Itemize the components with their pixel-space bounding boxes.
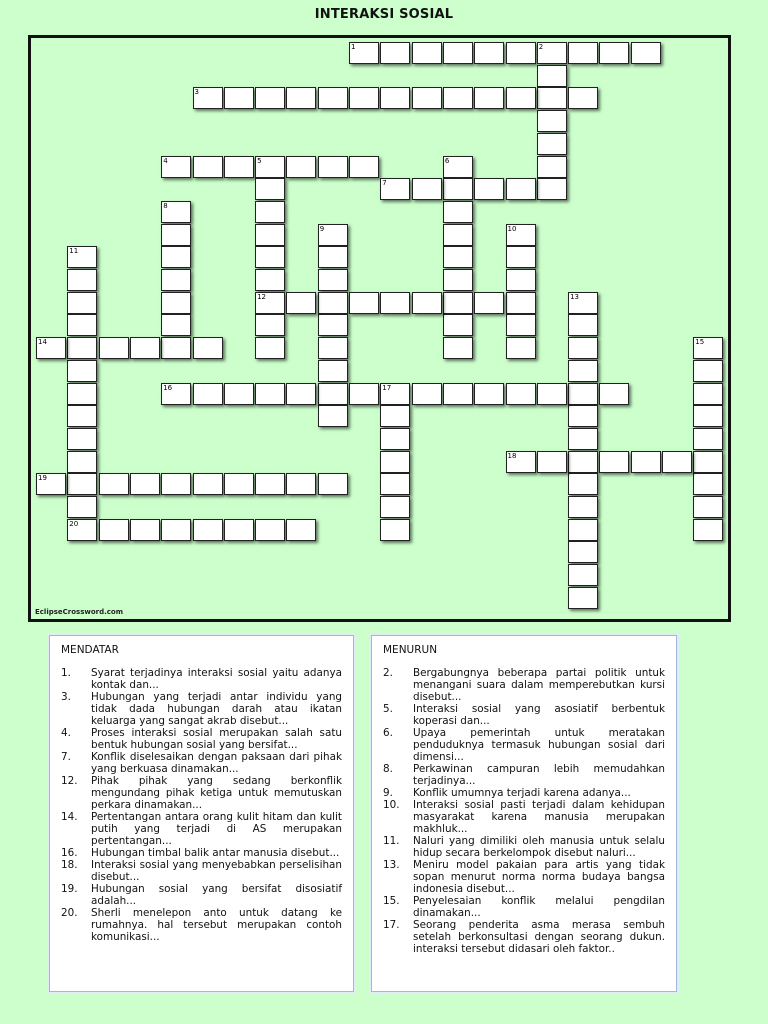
crossword-cell[interactable]	[443, 156, 473, 178]
crossword-cell[interactable]	[286, 519, 316, 541]
crossword-cell[interactable]	[693, 473, 723, 495]
puzzle-title: INTERAKSI SOSIAL	[314, 7, 454, 22]
crossword-cell[interactable]	[568, 541, 598, 563]
clue-text: Seorang penderita asma merasa sembuh setelah berkonsultasi dengan seorang dukun. interaksi tersebut didasari oleh faktor..	[413, 919, 665, 955]
crossword-cell[interactable]	[67, 496, 97, 518]
clue-number-label: 19 .	[61, 883, 89, 895]
mendatar-clue	[61, 667, 342, 691]
crossword-cell[interactable]	[161, 224, 191, 246]
crossword-cell[interactable]	[224, 156, 254, 178]
menurun-panel	[371, 635, 677, 992]
crossword-cell[interactable]	[224, 383, 254, 405]
mendatar-clue	[61, 811, 342, 847]
crossword-cell[interactable]	[67, 314, 97, 336]
crossword-cell[interactable]	[537, 65, 567, 87]
crossword-cell[interactable]	[161, 156, 191, 178]
crossword-cell[interactable]	[412, 42, 442, 64]
menurun-clue	[383, 727, 665, 763]
crossword-cell[interactable]	[193, 156, 223, 178]
clue-number: 16	[163, 383, 173, 392]
crossword-cell[interactable]	[349, 87, 379, 109]
crossword-cell[interactable]	[130, 473, 160, 495]
crossword-cell[interactable]	[443, 178, 473, 200]
crossword-cell[interactable]	[67, 405, 97, 427]
clue-number: 4	[163, 156, 168, 165]
clue-text: Hubungan timbal balik antar manusia disebut...	[91, 847, 340, 859]
menurun-clue	[383, 835, 665, 859]
crossword-cell[interactable]	[693, 428, 723, 450]
crossword-cell[interactable]	[286, 87, 316, 109]
clue-text: Konflik umumnya terjadi karena adanya...	[413, 787, 631, 799]
crossword-cell[interactable]	[568, 473, 598, 495]
crossword-cell[interactable]	[380, 519, 410, 541]
clue-number-label: 11 .	[383, 835, 411, 847]
clue-number-label: 9 .	[383, 787, 411, 799]
crossword-cell[interactable]	[380, 473, 410, 495]
crossword-cell[interactable]	[693, 496, 723, 518]
crossword-cell[interactable]	[443, 337, 473, 359]
crossword-cell[interactable]	[161, 314, 191, 336]
crossword-cell[interactable]	[380, 428, 410, 450]
crossword-cell[interactable]	[130, 519, 160, 541]
clue-text: Bergabungnya beberapa partai politik untuk menangani suara dalam memperebutkan kursi disebut...	[413, 667, 665, 703]
crossword-cell[interactable]	[537, 178, 567, 200]
crossword-cell[interactable]	[568, 42, 598, 64]
clue-number-label: 18 .	[61, 859, 89, 871]
crossword-cell[interactable]	[568, 587, 598, 609]
crossword-cell[interactable]	[537, 42, 567, 64]
crossword-cell[interactable]	[318, 405, 348, 427]
crossword-cell[interactable]	[130, 337, 160, 359]
crossword-cell[interactable]	[380, 87, 410, 109]
mendatar-panel	[49, 635, 354, 992]
crossword-cell[interactable]	[693, 360, 723, 382]
clue-number: 11	[69, 247, 79, 256]
clue-text: Perkawinan campuran lebih memudahkan terjadinya...	[413, 763, 665, 787]
crossword-cell[interactable]	[36, 337, 66, 359]
crossword-cell[interactable]	[412, 292, 442, 314]
crossword-cell[interactable]	[161, 473, 191, 495]
crossword-cell[interactable]	[662, 451, 692, 473]
crossword-cell[interactable]	[318, 473, 348, 495]
crossword-cell[interactable]	[474, 87, 504, 109]
crossword-cell[interactable]	[318, 383, 348, 405]
clue-number: 19	[38, 474, 47, 483]
clue-text: Hubungan yang terjadi antar individu yang tidak dada hubungan darah atau ikatan keluarga yang sangat akrab disebut...	[91, 691, 342, 727]
crossword-cell[interactable]	[412, 178, 442, 200]
crossword-cell[interactable]	[443, 224, 473, 246]
crossword-cell[interactable]	[193, 519, 223, 541]
clue-number: 3	[194, 88, 199, 97]
crossword-cell[interactable]	[67, 246, 97, 268]
clue-number-label: 14 .	[61, 811, 89, 823]
crossword-cell[interactable]	[474, 383, 504, 405]
crossword-cell[interactable]	[193, 87, 223, 109]
crossword-cell[interactable]	[318, 224, 348, 246]
mendatar-clue	[61, 907, 342, 943]
crossword-cell[interactable]	[99, 519, 129, 541]
crossword-cell[interactable]	[67, 451, 97, 473]
crossword-cell[interactable]	[506, 383, 536, 405]
crossword-cell[interactable]	[443, 42, 473, 64]
crossword-cell[interactable]	[380, 42, 410, 64]
clue-number-label: 15 .	[383, 895, 411, 907]
crossword-cell[interactable]	[161, 383, 191, 405]
crossword-cell[interactable]	[99, 337, 129, 359]
crossword-cell[interactable]	[443, 269, 473, 291]
crossword-cell[interactable]	[568, 314, 598, 336]
crossword-cell[interactable]	[412, 383, 442, 405]
crossword-cell[interactable]	[255, 337, 285, 359]
crossword-cell[interactable]	[693, 451, 723, 473]
clue-text: Naluri yang dimiliki oleh manusia untuk selalu hidup secara berkelompok disebut naluri...	[413, 835, 665, 859]
crossword-cell[interactable]	[255, 292, 285, 314]
menurun-clue	[383, 667, 665, 703]
crossword-cell[interactable]	[193, 337, 223, 359]
crossword-cell[interactable]	[193, 473, 223, 495]
crossword-cell[interactable]	[380, 405, 410, 427]
crossword-cell[interactable]	[568, 496, 598, 518]
clue-text: Pihak pihak yang sedang berkonflik mengundang pihak ketiga untuk memutuskan perkara dinamakan...	[91, 775, 342, 811]
crossword-cell[interactable]	[255, 87, 285, 109]
crossword-cell[interactable]	[568, 360, 598, 382]
crossword-cell[interactable]	[443, 87, 473, 109]
mendatar-clue-list	[61, 667, 342, 943]
crossword-cell[interactable]	[443, 314, 473, 336]
crossword-cell[interactable]	[506, 42, 536, 64]
clue-text: Sherli menelepon anto untuk datang ke rumahnya. hal tersebut merupakan contoh komunikasi...	[91, 907, 342, 943]
crossword-cell[interactable]	[161, 246, 191, 268]
crossword-cell[interactable]	[380, 292, 410, 314]
crossword-cell[interactable]	[380, 383, 410, 405]
clue-number-label: 2 .	[383, 667, 411, 679]
crossword-cell[interactable]	[67, 473, 97, 495]
crossword-cell[interactable]	[506, 246, 536, 268]
crossword-cell[interactable]	[67, 292, 97, 314]
crossword-cell[interactable]	[255, 383, 285, 405]
clue-number: 6	[444, 156, 450, 165]
crossword-cell[interactable]	[318, 314, 348, 336]
crossword-cell[interactable]	[380, 451, 410, 473]
menurun-clue-list	[383, 667, 665, 955]
menurun-clue	[383, 919, 665, 955]
crossword-cell[interactable]	[380, 178, 410, 200]
crossword-cell[interactable]	[599, 42, 629, 64]
crossword-cell[interactable]	[255, 178, 285, 200]
menurun-clue	[383, 763, 665, 787]
crossword-cell[interactable]	[506, 224, 536, 246]
clue-number: 7	[382, 179, 387, 188]
crossword-cell[interactable]	[537, 110, 567, 132]
crossword-cell[interactable]	[318, 292, 348, 314]
crossword-cell[interactable]	[599, 451, 629, 473]
menurun-clue	[383, 799, 665, 835]
menurun-clue	[383, 703, 665, 727]
clue-number: 17	[382, 383, 392, 392]
crossword-cell[interactable]	[67, 428, 97, 450]
crossword-cell[interactable]	[568, 405, 598, 427]
mendatar-clue	[61, 751, 342, 775]
crossword-cell[interactable]	[568, 292, 598, 314]
crossword-cell[interactable]	[506, 87, 536, 109]
clue-text: Interaksi sosial yang menyebabkan perselisihan disebut...	[91, 859, 342, 883]
crossword-cell[interactable]	[286, 292, 316, 314]
mendatar-clue	[61, 859, 342, 883]
clue-number-label: 1 .	[61, 667, 89, 679]
clue-number: 15	[695, 338, 705, 347]
crossword-cell[interactable]	[506, 292, 536, 314]
crossword-cell[interactable]	[255, 269, 285, 291]
clue-number: 20	[69, 519, 79, 528]
crossword-cell[interactable]	[506, 314, 536, 336]
crossword-cell[interactable]	[693, 519, 723, 541]
clue-text: Meniru model pakaian para artis yang tidak sopan menurut norma norma budaya bangsa indonesia disebut...	[413, 859, 665, 895]
crossword-cell[interactable]	[349, 156, 379, 178]
mendatar-heading: MENDATAR	[61, 644, 119, 656]
clue-number: 8	[163, 201, 168, 210]
crossword-cell[interactable]	[255, 246, 285, 268]
clue-number: 2	[538, 43, 544, 51]
crossword-cell[interactable]	[412, 87, 442, 109]
crossword-cell[interactable]	[67, 360, 97, 382]
crossword-cell[interactable]	[67, 383, 97, 405]
crossword-cell[interactable]	[506, 269, 536, 291]
crossword-cell[interactable]	[537, 383, 567, 405]
crossword-cell[interactable]	[349, 383, 379, 405]
crossword-cell[interactable]	[255, 201, 285, 223]
crossword-cell[interactable]	[474, 292, 504, 314]
crossword-cell[interactable]	[255, 156, 285, 178]
crossword-cell[interactable]	[693, 405, 723, 427]
clue-number-label: 5 .	[383, 703, 411, 715]
clue-number-label: 7 .	[61, 751, 89, 763]
clue-number-label: 8 .	[383, 763, 411, 775]
crossword-cell[interactable]	[443, 292, 473, 314]
crossword-cell[interactable]	[537, 451, 567, 473]
crossword-cell[interactable]	[161, 292, 191, 314]
crossword-cell[interactable]	[161, 519, 191, 541]
crossword-cell[interactable]	[67, 269, 97, 291]
watermark-text: EclipseCrossword.com	[35, 608, 124, 616]
crossword-cell[interactable]	[693, 383, 723, 405]
crossword-cell[interactable]	[67, 519, 97, 541]
clue-number-label: 10 .	[383, 799, 411, 811]
crossword-cell[interactable]	[474, 42, 504, 64]
menurun-clue	[383, 859, 665, 895]
crossword-cell[interactable]	[161, 201, 191, 223]
mendatar-clue	[61, 883, 342, 907]
crossword-cell[interactable]	[537, 133, 567, 155]
mendatar-clue	[61, 775, 342, 811]
crossword-cell[interactable]	[380, 496, 410, 518]
clue-number: 5	[257, 156, 262, 165]
menurun-heading: MENURUN	[383, 644, 438, 656]
clue-number: 9	[319, 224, 325, 233]
mendatar-clue	[61, 847, 342, 859]
crossword-cell[interactable]	[36, 473, 66, 495]
crossword-cell[interactable]	[286, 383, 316, 405]
clue-text: Proses interaksi sosial merupakan salah satu bentuk hubungan sosial yang bersifat...	[91, 727, 342, 751]
crossword-cell[interactable]	[67, 337, 97, 359]
clue-text: Pertentangan antara orang kulit hitam dan kulit putih yang terjadi di AS merupakan pertentangan...	[91, 811, 342, 847]
crossword-cell[interactable]	[161, 337, 191, 359]
crossword-cell[interactable]	[255, 519, 285, 541]
crossword-cell[interactable]	[318, 269, 348, 291]
crossword-cell[interactable]	[693, 337, 723, 359]
mendatar-clue	[61, 727, 342, 751]
crossword-cell[interactable]	[568, 519, 598, 541]
crossword-cell[interactable]	[99, 473, 129, 495]
crossword-cell[interactable]	[568, 564, 598, 586]
clue-number-label: 3 .	[61, 691, 89, 703]
crossword-cell[interactable]	[599, 383, 629, 405]
crossword-cell[interactable]	[537, 156, 567, 178]
clue-number-label: 20 .	[61, 907, 89, 919]
menurun-clue	[383, 787, 665, 799]
clue-text: Upaya pemerintah untuk meratakan penduduknya termasuk hubungan sosial dari dimensi...	[413, 727, 665, 763]
crossword-grid	[28, 35, 731, 622]
mendatar-clue	[61, 691, 342, 727]
menurun-clue	[383, 895, 665, 919]
crossword-cell[interactable]	[568, 451, 598, 473]
clue-number: 18	[507, 451, 517, 460]
crossword-cell[interactable]	[161, 269, 191, 291]
clue-number: 10	[507, 224, 517, 233]
crossword-cell[interactable]	[318, 246, 348, 268]
clue-number: 14	[38, 338, 47, 347]
clue-text: Interaksi sosial yang asosiatif berbentuk koperasi dan...	[413, 703, 665, 727]
crossword-cell[interactable]	[349, 42, 379, 64]
crossword-cell[interactable]	[568, 428, 598, 450]
crossword-cell[interactable]	[318, 360, 348, 382]
crossword-cell[interactable]	[537, 87, 567, 109]
crossword-cell[interactable]	[255, 224, 285, 246]
crossword-cell[interactable]	[318, 156, 348, 178]
clue-number: 1	[351, 43, 356, 51]
clue-number-label: 6 .	[383, 727, 411, 739]
clue-number-label: 13 .	[383, 859, 411, 871]
crossword-cell[interactable]	[443, 201, 473, 223]
crossword-cell[interactable]	[255, 473, 285, 495]
clue-number-label: 16 .	[61, 847, 89, 859]
crossword-cell[interactable]	[286, 473, 316, 495]
clue-text: Syarat terjadinya interaksi sosial yaitu adanya kontak dan...	[91, 667, 342, 691]
clue-text: Penyelesaian konflik melalui pengdilan dinamakan...	[413, 895, 665, 919]
crossword-cell[interactable]	[443, 246, 473, 268]
crossword-cell[interactable]	[193, 383, 223, 405]
crossword-cell[interactable]	[474, 178, 504, 200]
crossword-cell[interactable]	[224, 87, 254, 109]
crossword-cell[interactable]	[255, 314, 285, 336]
crossword-cell[interactable]	[506, 337, 536, 359]
clue-number: 12	[257, 292, 267, 301]
clue-number-label: 12 .	[61, 775, 89, 787]
crossword-cell[interactable]	[318, 337, 348, 359]
crossword-cell[interactable]	[568, 87, 598, 109]
crossword-cell[interactable]	[318, 87, 348, 109]
crossword-cell[interactable]	[568, 383, 598, 405]
crossword-cell[interactable]	[286, 156, 316, 178]
clue-number: 13	[570, 292, 580, 301]
clue-number-label: 4 .	[61, 727, 89, 739]
clue-text: Konflik diselesaikan dengan paksaan dari pihak yang berkuasa dinamakan...	[91, 751, 342, 775]
crossword-cell[interactable]	[631, 451, 661, 473]
crossword-cell[interactable]	[443, 383, 473, 405]
clue-text: Interaksi sosial pasti terjadi dalam kehidupan masyarakat karena manusia merupakan makhluk...	[413, 799, 665, 835]
crossword-cell[interactable]	[506, 451, 536, 473]
clue-text: Hubungan sosial yang bersifat disosiatif adalah...	[91, 883, 342, 907]
crossword-cell[interactable]	[349, 292, 379, 314]
crossword-cell[interactable]	[631, 42, 661, 64]
clue-number-label: 17 .	[383, 919, 411, 931]
crossword-cell[interactable]	[224, 473, 254, 495]
crossword-cell[interactable]	[506, 178, 536, 200]
crossword-cell[interactable]	[224, 519, 254, 541]
crossword-cell[interactable]	[568, 337, 598, 359]
